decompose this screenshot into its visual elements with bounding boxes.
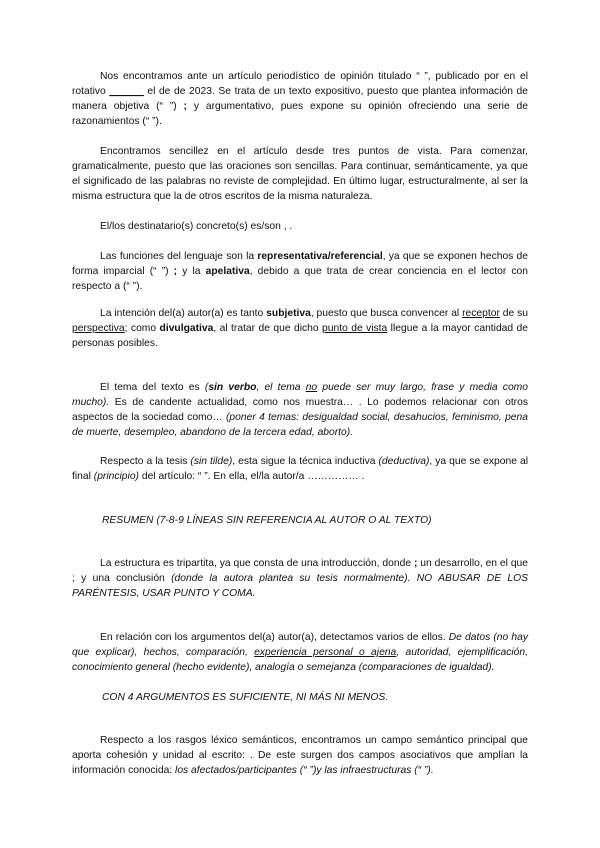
paragraph-recipients: El/los destinatario(s) concreto(s) es/son , . xyxy=(100,221,293,232)
paragraph-text-type: Nos encontramos ante un artículo periodístico de opinión titulado “ ”, publicado por en el rotativo ______ el de de 2023. Se trata de un texto expositivo, puesto que plantea información de manera objetiva (“ ”) ; y argumentativo, pues expone su opinión ofreciendo una serie de razonamientos (“ ”). xyxy=(72,71,529,127)
paragraph-arguments: En relación con los argumentos del(a) autor(a), detectamos varios de ellos. De datos (no hay que explicar), hechos, comparación, experiencia personal o ajena, autoridad, ejemplificación, conocimiento general (hecho evidente), analogía o semejanza (comparaciones de igualdad). xyxy=(72,632,528,673)
paragraph-language-functions: Las funciones del lenguaje son la representativa/referencial, ya que se exponen hechos de forma imparcial (“ ”) ; y la apelativa, debido a que trata de crear conciencia en el lector con respecto a (“ ”). xyxy=(72,251,528,292)
date-blank: ______ xyxy=(109,86,144,97)
summary-heading: RESUMEN (7-8-9 LÍNEAS SIN REFERENCIA AL AUTOR O AL TEXTO) xyxy=(102,515,432,526)
paragraph-thesis: Respecto a la tesis (sin tilde), esta sigue la técnica inductiva (deductiva), ya que se expone al final (principio) del artículo: “ ”. En ella, el/la autor/a …………… . xyxy=(72,456,528,482)
paragraph-structure: La estructura es tripartita, ya que consta de una introducción, donde ; un desarrollo, en el que ; y una conclusión (donde la autora plantea su tesis normalmente). NO ABUSAR DE LOS PARÉNTESIS, USAR PUNTO Y COMA. xyxy=(72,558,528,599)
paragraph-topic: El tema del texto es (sin verbo, el tema no puede ser muy largo, frase y media como mucho). Es de candente actualidad, como nos muestra… . Lo podemos relacionar con otros aspectos de la sociedad como… (poner 4 temas: desigualdad social, desahucios, feminismo, pena de muerte, desempleo, abandono de la tercera edad, aborto). xyxy=(72,382,528,438)
arguments-note: CON 4 ARGUMENTOS ES SUFICIENTE, NI MÁS NI MENOS. xyxy=(102,692,389,703)
paragraph-simplicity: Encontramos sencillez en el artículo desde tres puntos de vista. Para comenzar, gramaticalmente, puesto que las oraciones son sencillas. Para continuar, semánticamente, ya que el significado de las palabras no reviste de complejidad. En último lugar, estructuralmente, al ser la misma estructura que la de otros escritos de la misma naturaleza. xyxy=(72,146,528,202)
paragraph-lexical-semantic: Respecto a los rasgos léxico semánticos, encontramos un campo semántico principal que aporta cohesión y unidad al escrito: . De este surgen dos campos asociativos que amplían la información conocida: los afectados/participantes (“ ”)y las infraestructuras (“ ”). xyxy=(72,735,528,776)
paragraph-author-intent: La intención del(a) autor(a) es tanto subjetiva, puesto que busca convencer al receptor de su perspectiva; como divulgativa, al tratar de que dicho punto de vista llegue a la mayor cantidad de personas posibles. xyxy=(72,308,528,349)
